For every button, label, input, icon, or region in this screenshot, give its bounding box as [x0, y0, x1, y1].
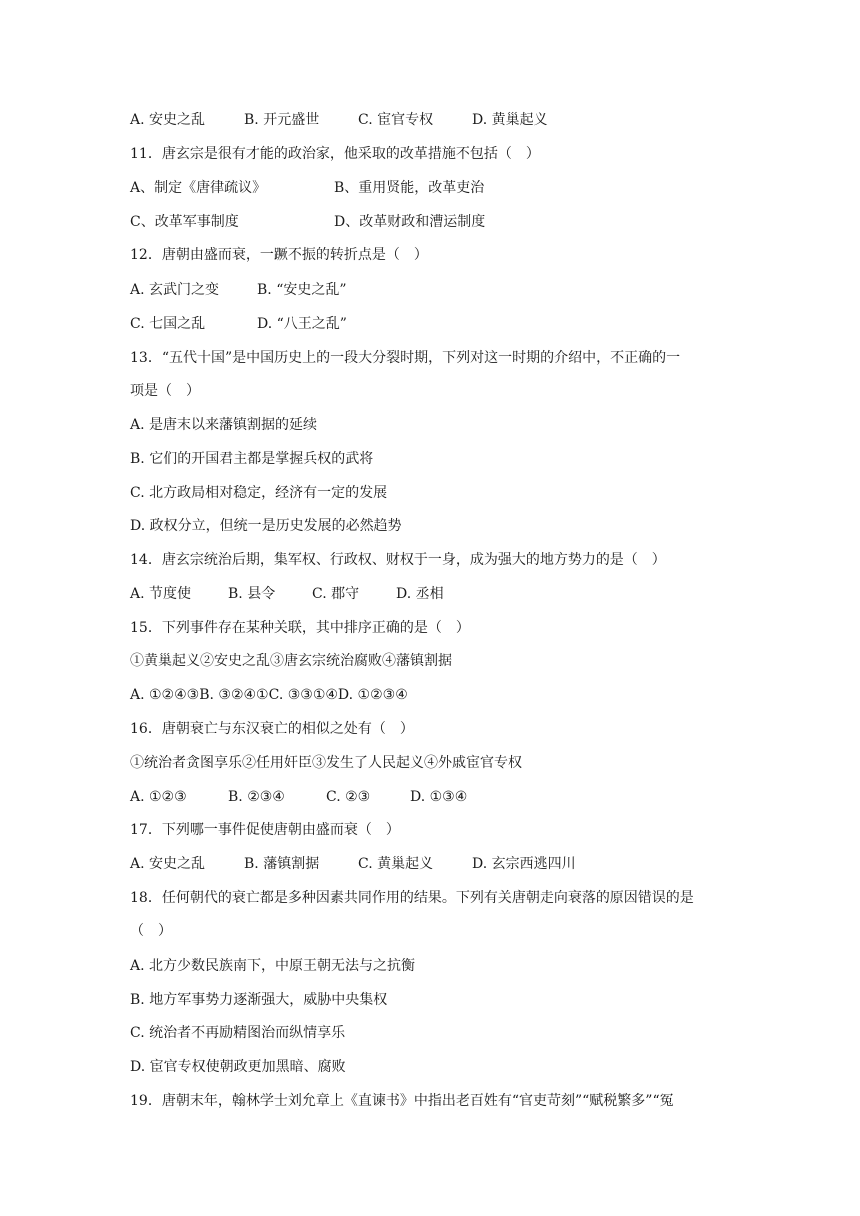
q13-stem-line1: 13．“五代十国”是中国历史上的一段大分裂时期，下列对这一时期的介绍中，不正确的一: [130, 350, 681, 366]
q12-option-c: C. 七国之乱: [130, 316, 206, 332]
q11-option-a: A、制定《唐律疏议》: [130, 180, 267, 196]
q13-option-c: C. 北方政局相对稳定，经济有一定的发展: [130, 485, 388, 501]
q11-options-row1: [130, 178, 740, 198]
q11-option-b: B、重用贤能，改革吏治: [334, 180, 485, 196]
q17-stem: 17．下列哪一事件促使唐朝由盛而衰（ ）: [130, 822, 400, 838]
q13-option-a: A. 是唐末以来藩镇割据的延续: [130, 417, 318, 433]
q18-option-b: B. 地方军事势力逐渐强大，威胁中央集权: [130, 992, 388, 1008]
q11-stem: 11．唐玄宗是很有才能的政治家，他采取的改革措施不包括（ ）: [130, 146, 540, 162]
q16-option-a: A. ①②③: [130, 789, 187, 805]
q17-option-a: A. 安史之乱: [130, 856, 206, 872]
q13-option-d: D. 政权分立，但统一是历史发展的必然趋势: [130, 518, 402, 534]
q10-options: [130, 110, 740, 130]
q12-options-row2: [130, 314, 740, 334]
q18-option-c: C. 统治者不再励精图治而纵情享乐: [130, 1025, 346, 1041]
q12-options-row1: [130, 280, 740, 300]
q16-option-b: B. ②③④: [228, 789, 285, 805]
q10-option-d: D. 黄巢起义: [472, 112, 548, 128]
q17-option-b: B. 藩镇割据: [244, 856, 320, 872]
q14-option-d: D. 丞相: [396, 586, 444, 602]
q10-option-b: B. 开元盛世: [244, 112, 320, 128]
q17-options: [130, 854, 740, 874]
q13-stem-line2: 项是（ ）: [130, 383, 200, 399]
q15-items: ①黄巢起义②安史之乱③唐玄宗统治腐败④藩镇割据: [130, 653, 452, 669]
q12-option-b: B. “安史之乱”: [257, 282, 347, 298]
q16-option-d: D. ①③④: [410, 789, 468, 805]
q17-option-d: D. 玄宗西逃四川: [472, 856, 576, 872]
q12-option-a: A. 玄武门之变: [130, 282, 220, 298]
q14-options: [130, 584, 740, 604]
q14-stem: 14．唐玄宗统治后期，集军权、行政权、财权于一身，成为强大的地方势力的是（ ）: [130, 552, 666, 568]
q10-option-a: A. 安史之乱: [130, 112, 206, 128]
q12-option-d: D. “八王之乱”: [257, 316, 347, 332]
q11-options-row2: [130, 212, 740, 232]
q18-option-a: A. 北方少数民族南下，中原王朝无法与之抗衡: [130, 958, 416, 974]
q14-option-c: C. 郡守: [312, 586, 360, 602]
q16-items: ①统治者贪图享乐②任用奸臣③发生了人民起义④外戚宦官专权: [130, 755, 522, 771]
q11-option-c: C、改革军事制度: [130, 214, 239, 230]
q14-option-a: A. 节度使: [130, 586, 192, 602]
q16-option-c: C. ②③: [326, 789, 371, 805]
q13-option-b: B. 它们的开国君主都是掌握兵权的武将: [130, 451, 374, 467]
q14-option-b: B. 县令: [228, 586, 276, 602]
q19-stem-line1: 19．唐朝末年，翰林学士刘允章上《直谏书》中指出老百姓有“官吏苛刻”“赋税繁多”“冤: [130, 1093, 674, 1109]
q10-option-c: C. 宦官专权: [358, 112, 434, 128]
q18-stem-line2: （ ）: [130, 923, 172, 939]
q16-options: [130, 787, 740, 807]
q12-stem: 12．唐朝由盛而衰，一蹶不振的转折点是（ ）: [130, 247, 428, 263]
q17-option-c: C. 黄巢起义: [358, 856, 434, 872]
q16-stem: 16．唐朝衰亡与东汉衰亡的相似之处有（ ）: [130, 721, 414, 737]
q11-option-d: D、改革财政和漕运制度: [334, 214, 486, 230]
q18-stem-line1: 18．任何朝代的衰亡都是多种因素共同作用的结果。下列有关唐朝走向衰落的原因错误的是: [130, 890, 694, 906]
q15-stem: 15．下列事件存在某种关联，其中排序正确的是（ ）: [130, 620, 470, 636]
q18-option-d: D. 宦官专权使朝政更加黑暗、腐败: [130, 1059, 346, 1075]
q15-options: A. ①②④③B. ③②④①C. ③③①④D. ①②③④: [130, 687, 408, 703]
